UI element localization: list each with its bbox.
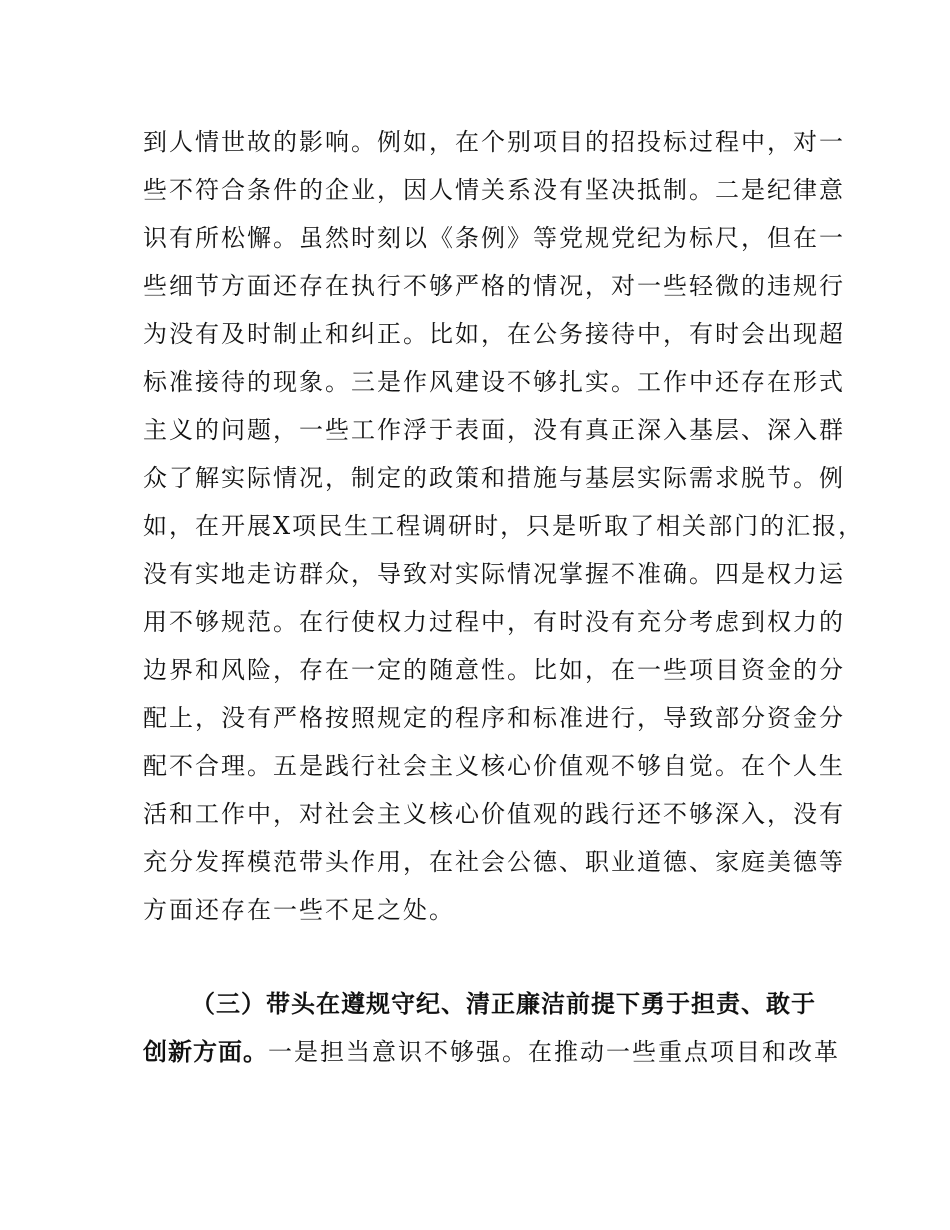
paragraph-line: 充分发挥模范带头作用，在社会公德、职业道德、家庭美德等 <box>143 848 845 876</box>
paragraph-line: 配上，没有严格按照规定的程序和标准进行，导致部分资金分 <box>143 704 845 732</box>
paragraph-line: 边界和风险，存在一定的随意性。比如，在一些项目资金的分 <box>143 656 845 684</box>
paragraph-line: 到人情世故的影响。例如，在个别项目的招投标过程中，对一 <box>143 128 845 156</box>
paragraph-line: 没有实地走访群众，导致对实际情况掌握不准确。四是权力运 <box>143 560 845 588</box>
paragraph-line: 标准接待的现象。三是作风建设不够扎实。工作中还存在形式 <box>143 368 845 396</box>
paragraph-line: 些不符合条件的企业，因人情关系没有坚决抵制。二是纪律意 <box>143 176 845 204</box>
paragraph-line: 众了解实际情况，制定的政策和措施与基层实际需求脱节。例 <box>143 464 845 492</box>
section-heading-tail: 创新方面。 <box>143 1038 268 1066</box>
paragraph-line: 如，在开展X项民生工程调研时，只是听取了相关部门的汇报， <box>143 512 865 540</box>
paragraph-line: 活和工作中，对社会主义核心价值观的践行还不够深入，没有 <box>143 800 845 828</box>
section-heading-continuation <box>143 1028 840 1076</box>
paragraph-line: 为没有及时制止和纠正。比如，在公务接待中，有时会出现超 <box>143 320 845 348</box>
paragraph-line: 识有所松懈。虽然时刻以《条例》等党规党纪为标尺，但在一 <box>143 224 845 252</box>
paragraph-line: 配不合理。五是践行社会主义核心价值观不够自觉。在个人生 <box>143 752 845 780</box>
section-body-start: 一是担当意识不够强。在推动一些重点项目和改革 <box>268 1038 840 1066</box>
paragraph-line: 主义的问题，一些工作浮于表面，没有真正深入基层、深入群 <box>143 416 845 444</box>
paragraph-line: 些细节方面还存在执行不够严格的情况，对一些轻微的违规行 <box>143 272 845 300</box>
section-heading-line: （三）带头在遵规守纪、清正廉洁前提下勇于担责、敢于 <box>191 990 816 1018</box>
paragraph-line-last: 方面还存在一些不足之处。 <box>143 896 455 924</box>
paragraph-line: 用不够规范。在行使权力过程中，有时没有充分考虑到权力的 <box>143 608 845 636</box>
